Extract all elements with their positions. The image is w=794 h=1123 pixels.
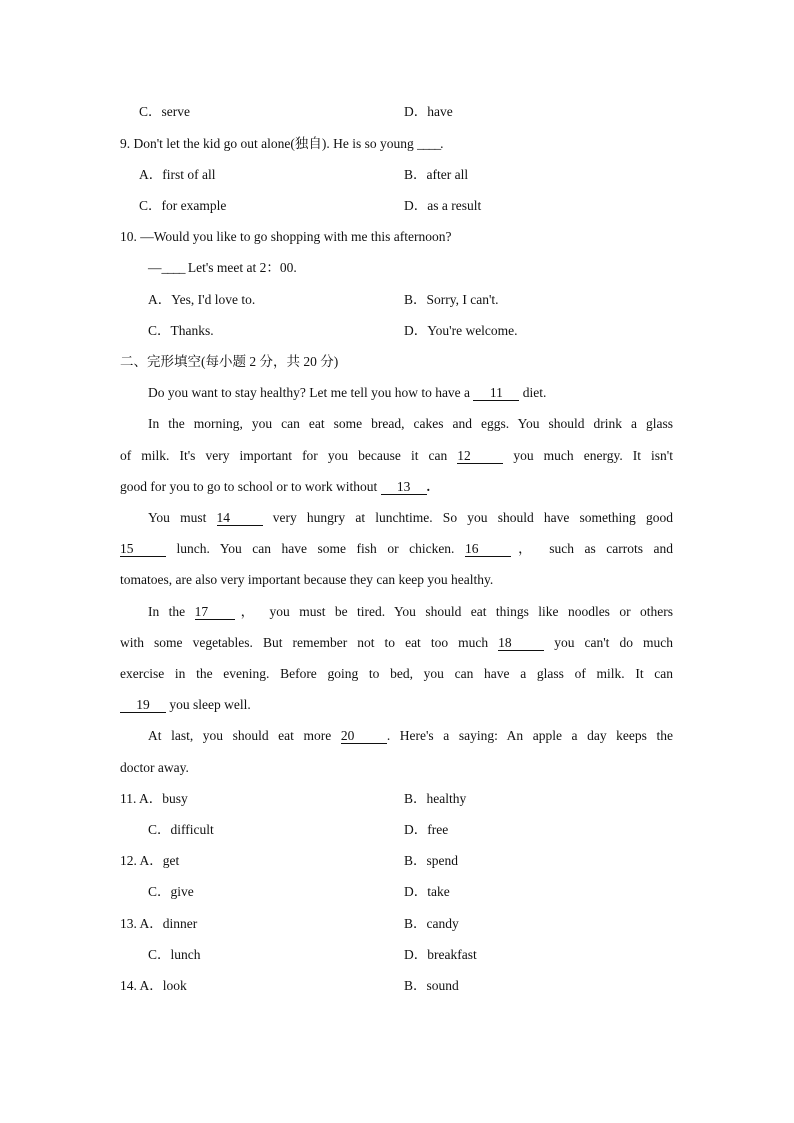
p5-line1-b: . Here's a saying: An apple a day keeps the xyxy=(386,728,673,743)
p3-line2-text xyxy=(120,540,673,558)
p1-text-end: diet. xyxy=(519,385,547,400)
p3-line2-a: lunch. You can have some fish or chicken. xyxy=(166,541,465,556)
p2-line3-a: good for you to go to school or to work without xyxy=(120,479,381,494)
section-2-title: 二、完形填空(每小题 2 分，共 20 分) xyxy=(120,354,339,369)
passage-p1 xyxy=(148,384,546,402)
passage-p2-line3 xyxy=(120,478,430,496)
q14-option-a: 14. A．look xyxy=(120,978,187,993)
blank-13: 13 xyxy=(381,480,427,495)
p4-line3-text: exercise in the evening. Before going to bed, you can have a glass of milk. It can xyxy=(120,666,673,681)
q13-option-d: D．breakfast xyxy=(404,947,477,962)
q10-option-a: A．Yes, I'd love to. xyxy=(148,292,256,307)
blank-19: 19 xyxy=(120,698,166,713)
p2-line2-text xyxy=(120,447,673,465)
q10-option-b: B．Sorry, I can't. xyxy=(404,292,499,307)
q11-option-c: C．difficult xyxy=(148,822,214,837)
p2-line3-b: . xyxy=(426,479,430,494)
passage-p3-line1 xyxy=(148,509,673,527)
blank-15: 15 xyxy=(120,542,166,557)
p4-line1-text xyxy=(148,603,673,621)
q11-option-b: B．healthy xyxy=(404,791,467,806)
q10-option-d: D．You're welcome. xyxy=(404,323,518,338)
q9-option-b: B．after all xyxy=(404,167,469,182)
q10-stem: 10. —Would you like to go shopping with me this afternoon? xyxy=(120,229,452,244)
p4-line1-b: ， you must be tired. You should eat things like noodles or others xyxy=(234,604,673,619)
q11-option-d: D．free xyxy=(404,822,449,837)
p4-line1-a: In the xyxy=(148,604,195,619)
q10-blank: ____ xyxy=(161,260,185,275)
p4-line2-text xyxy=(120,634,673,652)
q9-stem-text: 9. Don't let the kid go out alone(独自). He is so young xyxy=(120,136,418,151)
passage-p4-line4 xyxy=(120,696,251,714)
p4-line2-a: with some vegetables. But remember not to eat too much xyxy=(120,635,499,650)
q12-option-a: 12. A．get xyxy=(120,853,180,868)
blank-14: 14 xyxy=(217,511,263,526)
q13-option-c: C．lunch xyxy=(148,947,201,962)
p4-line4-text: you sleep well. xyxy=(166,697,251,712)
q10-reply xyxy=(148,259,297,277)
blank-18: 18 xyxy=(498,636,544,651)
blank-17: 17 xyxy=(195,605,235,620)
p2-line2-b: you much energy. It isn't xyxy=(503,448,673,463)
q11-option-a: 11. A．busy xyxy=(120,791,188,806)
q14-option-b: B．sound xyxy=(404,978,459,993)
passage-p4-line3 xyxy=(120,665,673,683)
p3-line2-b: ， such as carrots and xyxy=(510,541,673,556)
p1-text: Do you want to stay healthy? Let me tell you how to have a xyxy=(148,385,474,400)
q9-option-c: C．for example xyxy=(139,198,227,213)
p3-line1-a: You must xyxy=(148,510,217,525)
q12-option-b: B．spend xyxy=(404,853,458,868)
q10-reply-dash: — xyxy=(148,260,162,275)
blank-16: 16 xyxy=(465,542,511,557)
q9-stem-end: . xyxy=(440,136,444,151)
p4-line2-b: you can't do much xyxy=(544,635,673,650)
q12-option-c: C．give xyxy=(148,884,194,899)
passage-p2-line2 xyxy=(120,447,673,465)
q12-option-d: D．take xyxy=(404,884,450,899)
q10-reply-text: Let's meet at 2：00. xyxy=(184,260,297,275)
passage-p3-line3: tomatoes, are also very important because they can keep you healthy. xyxy=(120,572,494,587)
passage-p5-line2: doctor away. xyxy=(120,760,189,775)
passage-p5-line1 xyxy=(148,727,673,745)
passage-p2-line1 xyxy=(148,415,673,433)
passage-p4-line1 xyxy=(148,603,673,621)
p5-line1-a: At last, you should eat more xyxy=(148,728,341,743)
q13-option-b: B．candy xyxy=(404,916,459,931)
passage-p4-line2 xyxy=(120,634,673,652)
p2-line1-text: In the morning, you can eat some bread, cakes and eggs. You should drink a glass xyxy=(148,416,673,431)
p5-line1-text xyxy=(148,727,673,745)
q9-blank: ____ xyxy=(417,136,441,151)
q9-stem xyxy=(120,135,444,153)
passage-p3-line2 xyxy=(120,540,673,558)
blank-11: 11 xyxy=(473,386,519,401)
p2-line2-a: of milk. It's very important for you because it can xyxy=(120,448,458,463)
p3-line1-text xyxy=(148,509,673,527)
q9-option-d: D．as a result xyxy=(404,198,482,213)
q9-option-a: A．first of all xyxy=(139,167,216,182)
blank-12: 12 xyxy=(457,449,503,464)
q13-option-a: 13. A．dinner xyxy=(120,916,198,931)
q10-option-c: C．Thanks. xyxy=(148,323,214,338)
p3-line1-b: very hungry at lunchtime. So you should have something good xyxy=(262,510,673,525)
q8-option-c: C．serve xyxy=(139,104,190,119)
blank-20: 20 xyxy=(341,729,387,744)
q8-option-d: D．have xyxy=(404,104,453,119)
